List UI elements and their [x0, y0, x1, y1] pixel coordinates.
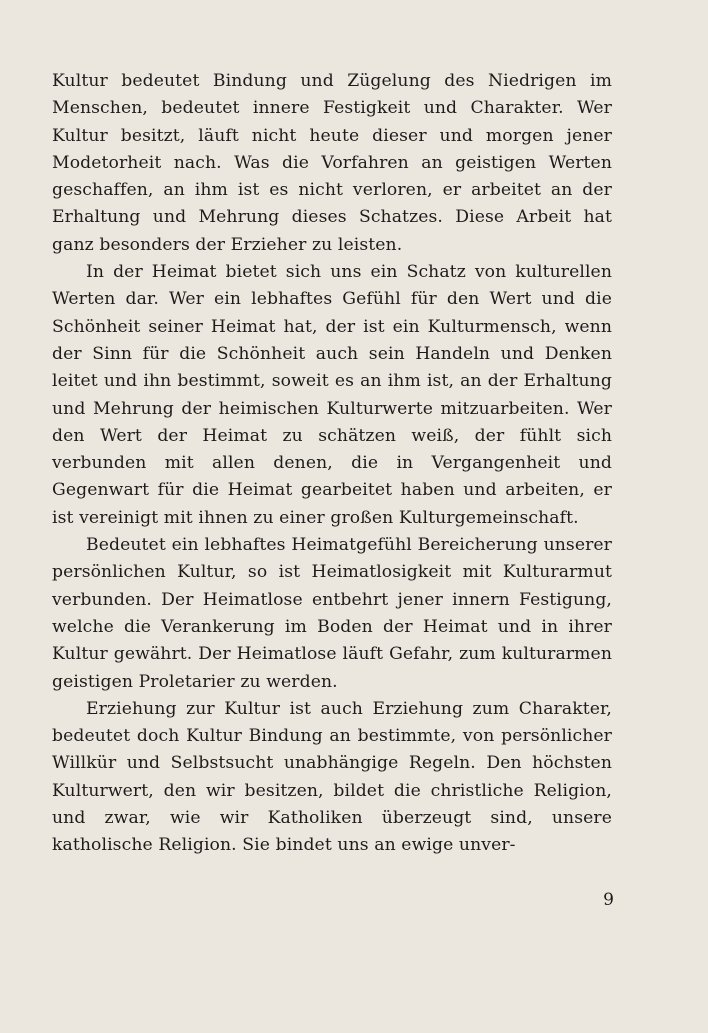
- paragraph: Kultur bedeutet Bindung und Zügelung des Niedrigen im Menschen, bedeutet innere Festigkeit und Charakter. Wer Kultur besitzt, läuft nicht heute dieser und morgen jener Modetorheit nach. Was die Vorfahren an geistigen Werten geschaffen, an ihm ist es nicht verloren, er arbeitet an der Erhaltung und Mehrung dieses Schatzes. Diese Arbeit hat ganz besonders der Erzieher zu leisten.: [52, 71, 612, 255]
- paragraph: Bedeutet ein lebhaftes Heimatgefühl Bereicherung unserer persönlichen Kultur, so ist Heimatlosigkeit mit Kulturarmut verbunden. Der Heimatlose entbehrt jener innern Festigung, welche die Verankerung im Boden der Heimat und in ihrer Kultur gewährt. Der Heimatlose läuft Gefahr, zum kulturarmen geistigen Proletarier zu werden.: [52, 535, 612, 692]
- paragraph: Erziehung zur Kultur ist auch Erziehung zum Charakter, bedeutet doch Kultur Bindung an bestimmte, von persönlicher Willkür und Selbstsucht unabhängige Regeln. Den höchsten Kulturwert, den wir besitzen, bildet die christliche Religion, und zwar, wie wir Katholiken überzeugt sind, unsere katholische Religion. Sie bindet uns an ewige unver-: [52, 698, 612, 856]
- body-text: [52, 68, 612, 860]
- page-number: 9: [603, 890, 614, 910]
- paragraph: In der Heimat bietet sich uns ein Schatz von kulturellen Werten dar. Wer ein lebhaftes Gefühl für den Wert und die Schönheit seiner Heimat hat, der ist ein Kulturmensch, wenn der Sinn für die Schönheit auch sein Handeln und Denken leitet und ihn bestimmt, soweit es an ihm ist, an der Erhaltung und Mehrung der heimischen Kulturwerte mitzuarbeiten. Wer den Wert der Heimat zu schätzen weiß, der fühlt sich verbunden mit allen denen, die in Vergangenheit und Gegenwart für die Heimat gearbeitet haben und arbeiten, er ist vereinigt mit ihnen zu einer großen Kulturgemeinschaft.: [52, 262, 612, 528]
